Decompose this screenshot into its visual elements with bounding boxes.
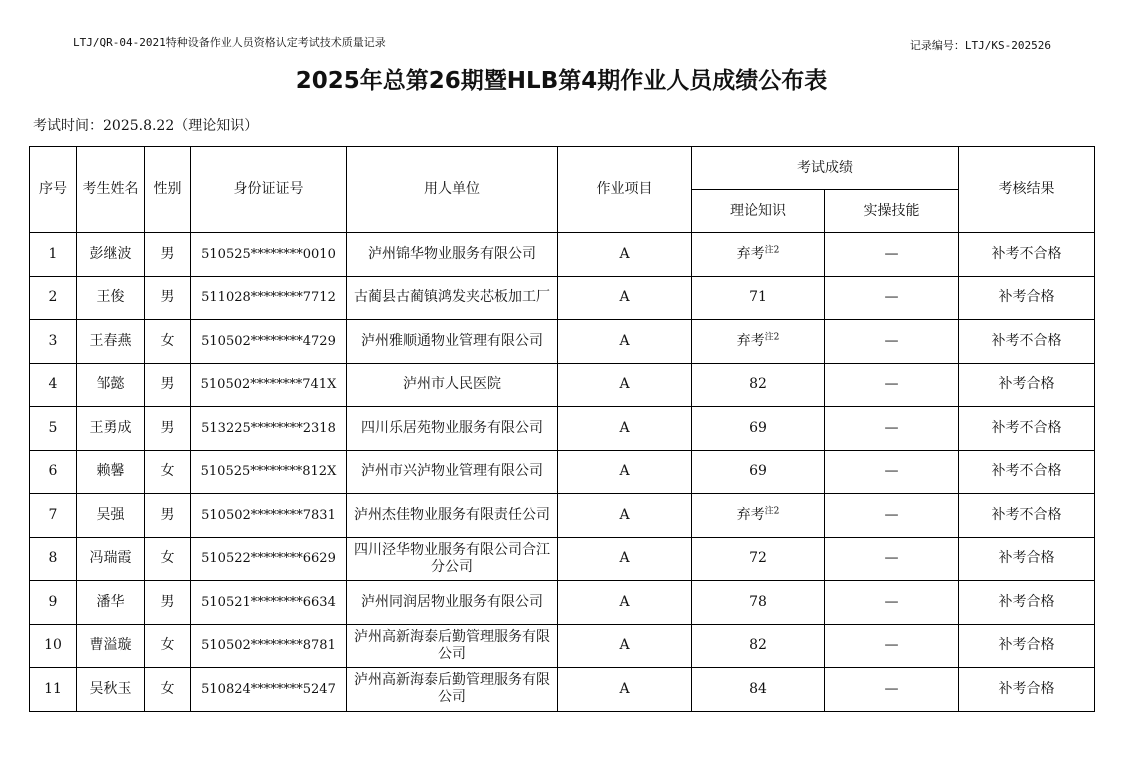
cell-item xyxy=(558,407,692,451)
cell-employer xyxy=(347,320,558,364)
cell-result xyxy=(959,233,1095,277)
cell-theory-score xyxy=(692,624,825,668)
table-row xyxy=(30,276,1095,320)
cell-item xyxy=(558,276,692,320)
cell-gender xyxy=(145,363,191,407)
cell-employer xyxy=(347,233,558,277)
record-number: 记录编号：LTJ/KS-202526 xyxy=(909,39,1051,52)
footnote-marker: 注2 xyxy=(764,332,780,343)
table-row xyxy=(30,363,1095,407)
cell-gender xyxy=(145,407,191,451)
cell-result-text: 补考合格 xyxy=(998,550,1055,567)
cell-id-number-text: 511028********7712 xyxy=(201,290,336,306)
col-practical-header: 实操技能 xyxy=(825,190,959,233)
table-row xyxy=(30,407,1095,451)
cell-seq-text: 4 xyxy=(48,376,58,393)
cell-id-number-text: 513225********2318 xyxy=(201,420,336,436)
cell-seq-text: 6 xyxy=(48,463,58,480)
cell-id-number xyxy=(191,233,347,277)
cell-seq xyxy=(30,581,77,625)
cell-practical-score xyxy=(825,276,959,320)
cell-seq xyxy=(30,668,77,712)
footnote-marker: 注2 xyxy=(764,245,780,256)
cell-id-number xyxy=(191,494,347,538)
cell-result xyxy=(959,494,1095,538)
cell-theory-score xyxy=(692,320,825,364)
cell-theory-score-text: 84 xyxy=(749,680,767,697)
cell-employer-text: 泸州雅顺通物业管理有限公司 xyxy=(361,332,543,349)
cell-gender xyxy=(145,450,191,494)
cell-seq-text: 5 xyxy=(48,419,58,436)
cell-practical-score-text: — xyxy=(884,506,899,523)
cell-seq-text: 8 xyxy=(48,550,58,567)
cell-practical-score xyxy=(825,233,959,277)
cell-name-text: 赖馨 xyxy=(96,463,125,480)
cell-practical-score xyxy=(825,407,959,451)
cell-id-number-text: 510502********8781 xyxy=(201,638,336,654)
cell-seq-text: 10 xyxy=(44,637,62,654)
cell-item xyxy=(558,624,692,668)
cell-theory-score xyxy=(692,407,825,451)
cell-gender-text: 男 xyxy=(160,419,175,436)
cell-name xyxy=(77,363,145,407)
cell-result xyxy=(959,668,1095,712)
cell-name xyxy=(77,450,145,494)
cell-name-text: 彭继波 xyxy=(89,245,132,262)
cell-gender xyxy=(145,276,191,320)
cell-employer xyxy=(347,363,558,407)
cell-name xyxy=(77,668,145,712)
cell-practical-score-text: — xyxy=(884,376,899,393)
cell-id-number xyxy=(191,581,347,625)
table-row xyxy=(30,320,1095,364)
cell-theory-score-text: 69 xyxy=(749,419,767,436)
cell-practical-score-text: — xyxy=(884,289,899,306)
cell-name-text: 潘华 xyxy=(96,593,125,610)
cell-name-text: 吴强 xyxy=(96,506,125,523)
cell-result xyxy=(959,363,1095,407)
cell-gender xyxy=(145,581,191,625)
cell-name-text: 吴秋玉 xyxy=(89,680,132,697)
cell-gender xyxy=(145,668,191,712)
cell-name-text: 王俊 xyxy=(96,289,125,306)
cell-employer xyxy=(347,624,558,668)
cell-id-number xyxy=(191,624,347,668)
cell-result xyxy=(959,450,1095,494)
cell-theory-score xyxy=(692,537,825,581)
cell-gender xyxy=(145,320,191,364)
cell-theory-score xyxy=(692,668,825,712)
cell-name-text: 邹懿 xyxy=(96,376,125,393)
cell-item xyxy=(558,494,692,538)
cell-result xyxy=(959,537,1095,581)
cell-name-text: 曹溢璇 xyxy=(89,637,132,654)
cell-item xyxy=(558,581,692,625)
cell-employer-text: 泸州锦华物业服务有限公司 xyxy=(368,245,536,262)
cell-theory-score-text: 78 xyxy=(749,593,767,610)
results-table xyxy=(29,146,1095,712)
cell-seq xyxy=(30,407,77,451)
cell-employer-text: 泸州市兴泸物业管理有限公司 xyxy=(361,463,543,480)
cell-gender-text: 女 xyxy=(160,550,175,567)
cell-gender xyxy=(145,537,191,581)
cell-result-text: 补考不合格 xyxy=(991,506,1062,523)
table-row xyxy=(30,668,1095,712)
cell-seq xyxy=(30,320,77,364)
cell-name xyxy=(77,233,145,277)
table-row xyxy=(30,624,1095,668)
cell-theory-score xyxy=(692,450,825,494)
cell-practical-score xyxy=(825,624,959,668)
cell-item-text: A xyxy=(619,680,630,697)
cell-result-text: 补考合格 xyxy=(998,376,1055,393)
cell-result xyxy=(959,320,1095,364)
cell-theory-score-text: 82 xyxy=(749,637,767,654)
col-theory-header: 理论知识 xyxy=(692,190,825,233)
cell-seq xyxy=(30,450,77,494)
cell-item xyxy=(558,668,692,712)
cell-gender-text: 女 xyxy=(160,680,175,697)
cell-seq-text: 7 xyxy=(48,506,58,523)
cell-result-text: 补考不合格 xyxy=(991,332,1062,349)
cell-employer xyxy=(347,581,558,625)
cell-result-text: 补考不合格 xyxy=(991,463,1062,480)
cell-item-text: A xyxy=(619,506,630,523)
cell-employer-text: 泸州市人民医院 xyxy=(403,376,501,393)
cell-item-text: A xyxy=(619,637,630,654)
cell-id-number xyxy=(191,363,347,407)
table-row xyxy=(30,450,1095,494)
cell-seq-text: 3 xyxy=(48,332,58,349)
cell-name-text: 王春燕 xyxy=(89,332,132,349)
col-name-header: 考生姓名 xyxy=(77,147,145,233)
cell-gender-text: 男 xyxy=(160,593,175,610)
cell-name xyxy=(77,624,145,668)
cell-gender-text: 男 xyxy=(160,376,175,393)
cell-gender xyxy=(145,624,191,668)
cell-gender xyxy=(145,494,191,538)
cell-theory-score xyxy=(692,363,825,407)
cell-employer-text: 四川乐居苑物业服务有限公司 xyxy=(361,419,543,436)
cell-name xyxy=(77,407,145,451)
cell-name xyxy=(77,581,145,625)
cell-practical-score-text: — xyxy=(884,245,899,262)
cell-result xyxy=(959,276,1095,320)
cell-name xyxy=(77,276,145,320)
footnote-marker: 注2 xyxy=(764,506,780,517)
cell-gender-text: 女 xyxy=(160,637,175,654)
cell-item xyxy=(558,537,692,581)
cell-employer-text: 泸州同润居物业服务有限公司 xyxy=(361,593,543,610)
cell-item-text: A xyxy=(619,245,630,262)
cell-item-text: A xyxy=(619,463,630,480)
cell-seq-text: 9 xyxy=(48,593,58,610)
page-title: 2025年总第26期暨HLB第4期作业人员成绩公布表 xyxy=(295,68,828,94)
cell-employer xyxy=(347,450,558,494)
cell-id-number xyxy=(191,668,347,712)
col-score-group-header: 考试成绩 xyxy=(692,147,959,190)
table-row xyxy=(30,581,1095,625)
cell-id-number-text: 510824********5247 xyxy=(201,681,336,697)
cell-id-number xyxy=(191,450,347,494)
cell-result xyxy=(959,581,1095,625)
cell-item xyxy=(558,363,692,407)
cell-name-text: 冯瑞霞 xyxy=(89,550,132,567)
cell-employer-text: 古蔺县古蔺镇鸿发夹芯板加工厂 xyxy=(354,289,550,306)
cell-item xyxy=(558,320,692,364)
cell-seq-text: 1 xyxy=(48,245,58,262)
cell-practical-score-text: — xyxy=(884,550,899,567)
cell-result-text: 补考合格 xyxy=(998,289,1055,306)
cell-practical-score-text: — xyxy=(884,419,899,436)
cell-id-number-text: 510525********0010 xyxy=(201,246,336,262)
cell-id-number-text: 510522********6629 xyxy=(201,551,336,567)
cell-theory-score-text: 弃考 xyxy=(736,245,765,262)
cell-theory-score-text: 82 xyxy=(749,376,767,393)
cell-seq-text: 11 xyxy=(44,680,62,697)
cell-gender-text: 男 xyxy=(160,245,175,262)
cell-employer-text: 四川泾华物业服务有限公司合江分公司 xyxy=(354,541,550,575)
cell-practical-score xyxy=(825,494,959,538)
cell-id-number-text: 510521********6634 xyxy=(201,594,336,610)
cell-id-number-text: 510502********7831 xyxy=(201,507,336,523)
exam-time: 考试时间：2025.8.22（理论知识） xyxy=(33,118,259,134)
cell-gender-text: 男 xyxy=(160,506,175,523)
cell-practical-score xyxy=(825,581,959,625)
cell-theory-score xyxy=(692,494,825,538)
cell-employer-text: 泸州高新海泰后勤管理服务有限公司 xyxy=(354,672,550,706)
cell-item-text: A xyxy=(619,289,630,306)
col-item-header: 作业项目 xyxy=(558,147,692,233)
cell-result-text: 补考合格 xyxy=(998,680,1055,697)
col-employer-header: 用人单位 xyxy=(347,147,558,233)
cell-seq xyxy=(30,494,77,538)
cell-item-text: A xyxy=(619,376,630,393)
cell-id-number xyxy=(191,407,347,451)
cell-item-text: A xyxy=(619,550,630,567)
cell-theory-score-text: 72 xyxy=(749,550,767,567)
cell-seq xyxy=(30,276,77,320)
cell-gender-text: 女 xyxy=(160,463,175,480)
cell-employer-text: 泸州高新海泰后勤管理服务有限公司 xyxy=(354,628,550,662)
cell-name xyxy=(77,320,145,364)
cell-theory-score xyxy=(692,581,825,625)
cell-name-text: 王勇成 xyxy=(89,419,132,436)
col-result-header: 考核结果 xyxy=(959,147,1095,233)
cell-seq xyxy=(30,537,77,581)
table-row xyxy=(30,537,1095,581)
cell-employer xyxy=(347,276,558,320)
cell-practical-score-text: — xyxy=(884,463,899,480)
cell-employer xyxy=(347,494,558,538)
cell-id-number-text: 510502********741X xyxy=(200,377,337,393)
cell-employer xyxy=(347,407,558,451)
cell-result-text: 补考不合格 xyxy=(991,419,1062,436)
cell-name xyxy=(77,537,145,581)
cell-practical-score xyxy=(825,320,959,364)
cell-seq xyxy=(30,363,77,407)
cell-item-text: A xyxy=(619,593,630,610)
cell-practical-score xyxy=(825,363,959,407)
cell-item xyxy=(558,233,692,277)
col-gender-header: 性别 xyxy=(145,147,191,233)
cell-gender xyxy=(145,233,191,277)
cell-result-text: 补考合格 xyxy=(998,593,1055,610)
cell-result xyxy=(959,407,1095,451)
col-seq-header: 序号 xyxy=(30,147,77,233)
cell-practical-score-text: — xyxy=(884,680,899,697)
cell-practical-score xyxy=(825,450,959,494)
cell-practical-score-text: — xyxy=(884,332,899,349)
cell-theory-score-text: 弃考 xyxy=(736,506,765,523)
cell-id-number-text: 510525********812X xyxy=(200,464,337,480)
cell-practical-score-text: — xyxy=(884,637,899,654)
cell-theory-score xyxy=(692,276,825,320)
table-row xyxy=(30,233,1095,277)
cell-result xyxy=(959,624,1095,668)
cell-seq xyxy=(30,233,77,277)
cell-gender-text: 女 xyxy=(160,332,175,349)
cell-theory-score-text: 71 xyxy=(749,289,767,306)
cell-name xyxy=(77,494,145,538)
cell-result-text: 补考不合格 xyxy=(991,245,1062,262)
cell-id-number xyxy=(191,320,347,364)
table-row xyxy=(30,494,1095,538)
cell-item-text: A xyxy=(619,419,630,436)
cell-theory-score-text: 弃考 xyxy=(736,332,765,349)
col-id-header: 身份证证号 xyxy=(191,147,347,233)
cell-item-text: A xyxy=(619,332,630,349)
cell-id-number xyxy=(191,537,347,581)
cell-practical-score xyxy=(825,537,959,581)
cell-theory-score xyxy=(692,233,825,277)
cell-employer-text: 泸州杰佳物业服务有限责任公司 xyxy=(354,506,550,523)
cell-item xyxy=(558,450,692,494)
cell-employer xyxy=(347,668,558,712)
cell-theory-score-text: 69 xyxy=(749,463,767,480)
cell-practical-score xyxy=(825,668,959,712)
cell-seq xyxy=(30,624,77,668)
cell-id-number-text: 510502********4729 xyxy=(201,333,336,349)
cell-id-number xyxy=(191,276,347,320)
cell-gender-text: 男 xyxy=(160,289,175,306)
form-code: LTJ/QR-04-2021特种设备作业人员资格认定考试技术质量记录 xyxy=(73,36,386,49)
cell-practical-score-text: — xyxy=(884,593,899,610)
cell-seq-text: 2 xyxy=(48,289,58,306)
cell-employer xyxy=(347,537,558,581)
cell-result-text: 补考合格 xyxy=(998,637,1055,654)
